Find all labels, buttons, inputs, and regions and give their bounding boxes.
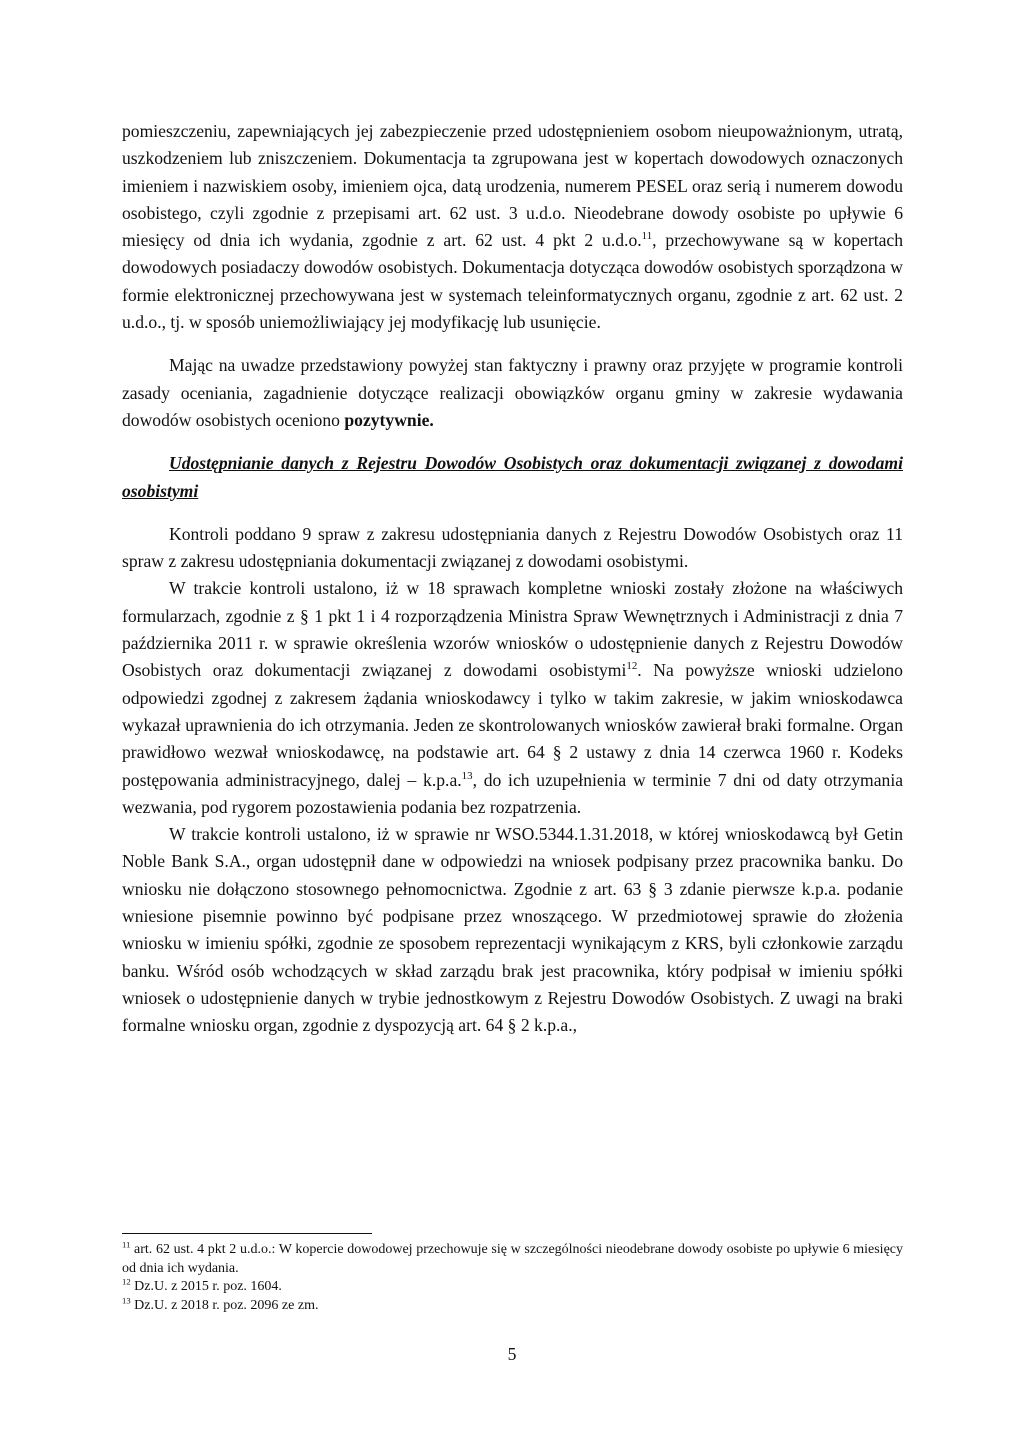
footnote-number: 12 [122,1276,131,1287]
footnotes [122,1241,903,1315]
footnote-text: art. 62 ust. 4 pkt 2 u.d.o.: W kopercie dowodowej przechowuje się w szczególności nieodebrane dowody osobiste po upływie 6 miesięcy od dnia ich wydania. [122,1242,903,1276]
paragraph-assessment [122,352,903,434]
paragraph-text: pomieszczeniu, zapewniających jej zabezpieczenie przed udostępnieniem osobom nieupoważnionym, utratą, uszkodzeniem lub zniszczeniem. Dokumentacja ta zgrupowana jest w kopertach dowodowych oznaczonych imieniem i nazwiskiem osoby, imieniem ojca, datą urodzenia, numerem PESEL oraz serią i numerem dowodu osobistego, czyli zgodnie z przepisami art. 62 ust. 3 u.d.o. Nieodebrane dowody osobiste po upływie 6 miesięcy od dnia ich wydania, zgodnie z art. 62 ust. 4 pkt 2 u.d.o. [122,121,903,251]
paragraph-scope: Kontroli poddano 9 spraw z zakresu udostępniania danych z Rejestru Dowodów Osobistych oraz 11 spraw z zakresu udostępniania dokumentacji związanej z dowodami osobistymi. [122,523,903,572]
footnote-11 [122,1241,903,1278]
footnote-12 [122,1278,903,1297]
paragraph-findings [122,575,903,821]
paragraph-text: W trakcie kontroli ustalono, iż w 18 sprawach kompletne wnioski zostały złożone na właściwych formularzach, zgodnie z § 1 pkt 1 i 4 rozporządzenia Ministra Spraw Wewnętrznych i Administracji z dnia 7 października 2011 r. w sprawie określenia wzorów wniosków o udostępnienie danych z Rejestru Dowodów Osobistych oraz dokumentacji związanej z dowodami osobistymi [122,578,903,681]
paragraph-case: W trakcie kontroli ustalono, iż w sprawie nr WSO.5344.1.31.2018, w której wnioskodawcą był Getin Noble Bank S.A., organ udostępnił dane w odpowiedzi na wniosek podpisany przez pracownika banku. Do wniosku nie dołączono stosownego pełnomocnictwa. Zgodnie z art. 63 § 3 zdanie pierwsze k.p.a. podanie wniesione pisemnie powinno być podpisane przez wnoszącego. W przedmiotowej sprawie do złożenia wniosku w imieniu spółki, zgodnie ze sposobem reprezentacji wynikającym z KRS, byli członkowie zarządu banku. Wśród osób wchodzących w skład zarządu brak jest pracownika, który podpisał w imieniu spółki wniosek o udostępnienie danych w trybie jednostkowym z Rejestru Dowodów Osobistych. Z uwagi na braki formalne wniosku organ, zgodnie z dyspozycją art. 64 § 2 k.p.a., [122,824,903,1036]
footnote-ref-11[interactable]: 11 [641,230,653,243]
assessment-result: pozytywnie. [344,409,434,430]
page-number: 5 [507,1344,517,1364]
paragraph-text: Mając na uwadze przedstawiony powyżej stan faktyczny i prawny oraz przyjęte w programie kontroli zasady oceniania, zagadnienie dotyczące realizacji obowiązków organu gminy w zakresie wydawania dowodów osobistych oceniono [122,355,903,430]
footnote-text: Dz.U. z 2018 r. poz. 2096 ze zm. [130,1297,319,1313]
footnote-number: 13 [122,1295,131,1306]
section-heading: Udostępnianie danych z Rejestru Dowodów Osobistych oraz dokumentacji związanej z dowodami osobistymi [122,453,903,501]
paragraph-text: . Na powyższe wnioski udzielono odpowiedzi zgodnej z zakresem żądania wnioskodawcy i tylko w takim zakresie, w jakim wnioskodawca wykazał uprawnienia do ich otrzymania. Jeden ze skontrolowanych wniosków zawierał braki formalne. Organ prawidłowo wezwał wnioskodawcę, na podstawie art. 64 § 2 ustawy z dnia 14 czerwca 1960 r. Kodeks postępowania administracyjnego, dalej – k.p.a. [122,660,903,790]
footnote-13 [122,1297,903,1316]
body-text [122,118,903,1040]
paragraph-text: , do ich uzupełnienia w terminie 7 dni od daty otrzymania wezwania, pod rygorem pozostawienia podania bez rozpatrzenia. [122,769,904,817]
footnote-number: 11 [122,1239,131,1250]
footnote-text: Dz.U. z 2015 r. poz. 1604. [130,1279,282,1295]
footnote-ref-13[interactable]: 13 [461,769,473,782]
footnote-separator [122,1233,372,1234]
footnote-ref-12[interactable]: 12 [626,660,638,673]
paragraph-storage [122,118,903,336]
paragraph-text: , przechowywane są w kopertach dowodowych posiadaczy dowodów osobistych. Dokumentacja dotycząca dowodów osobistych sporządzona w formie elektronicznej przechowywana jest w systemach teleinformatycznych organu, zgodnie z art. 62 ust. 2 u.d.o., tj. w sposób uniemożliwiający jej modyfikację lub usunięcie. [122,230,904,333]
